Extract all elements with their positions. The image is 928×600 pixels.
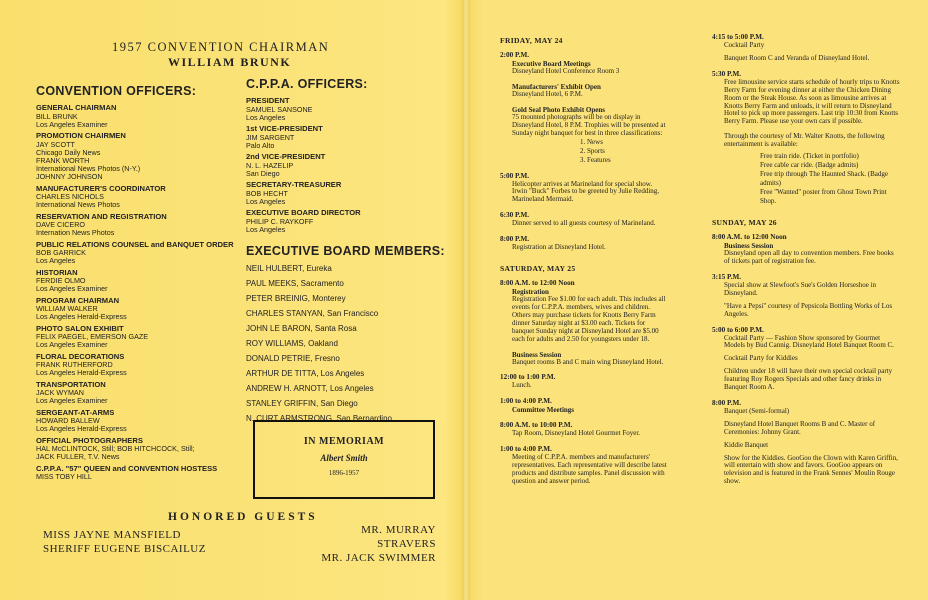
officer-holder: San Diego xyxy=(246,168,280,178)
officer-holder: Los Angeles Herald-Express xyxy=(36,368,127,378)
event-time: 1:00 to 4:00 P.M. xyxy=(500,445,552,454)
board-member: N. CURT ARMSTRONG, San Bernardino xyxy=(246,414,392,423)
officer-holder: International News Photos xyxy=(36,200,120,210)
day-spacer xyxy=(712,493,900,499)
officer-holder: DAVE CICERO xyxy=(36,220,85,230)
officer-position: MANUFACTURER'S COORDINATOR xyxy=(36,183,166,193)
event-description: Through the courtesy of Mr. Walter Knotts, the following entertainment is available: xyxy=(724,132,885,149)
officer-holder: FRANK WORTH xyxy=(36,156,90,165)
schedule-event xyxy=(500,351,668,367)
executive-board-title: EXECUTIVE BOARD MEMBERS: xyxy=(246,244,445,258)
event-description: Children under 18 will have their own special cocktail party featuring Roy Rogers Specials and other fancy drinks in Banquet Room A. xyxy=(724,367,893,392)
event-description: 75 mounted photographs will be on display in Disneyland Hotel, 8 P.M. Trophies will be presented at Sunday night banquet for best in three classifications: xyxy=(512,112,666,137)
officer-position: SECRETARY-TREASURER xyxy=(246,180,342,189)
event-list-item: Free cable car ride. (Badge admits) xyxy=(760,161,859,170)
event-name: Executive Board Meetings xyxy=(512,60,591,68)
event-time: 4:15 to 5:00 P.M. xyxy=(712,33,764,41)
event-description: Cocktail Party for Kiddies xyxy=(724,354,798,363)
event-description: Banquet (Semi-formal) xyxy=(724,406,790,415)
event-body xyxy=(712,133,900,206)
event-name: Business Session xyxy=(512,350,562,359)
event-list-item: Free "Wanted" poster from Ghost Town Print Shop. xyxy=(760,188,887,206)
event-body xyxy=(500,60,668,76)
officer-entry xyxy=(246,181,456,206)
officer-holder: BOB HECHT xyxy=(246,188,288,198)
convention-officers-section xyxy=(36,84,246,481)
officer-holder: Los Angeles Herald-Express xyxy=(36,312,127,322)
event-description: Dinner served to all guests courtesy of Marineland. xyxy=(512,219,656,228)
officer-holder: Los Angeles Herald-Express xyxy=(36,424,127,434)
schedule-day: SUNDAY, MAY 26 xyxy=(712,218,777,228)
schedule-column-1 xyxy=(500,37,668,499)
event-body xyxy=(500,406,668,414)
event-name: Business Session xyxy=(724,242,774,251)
officer-entry xyxy=(36,465,246,482)
event-time: 8:00 A.M. to 12:00 Noon xyxy=(712,233,787,242)
officer-entry xyxy=(246,125,456,150)
honored-guest: SHERIFF EUGENE BISCAILUZ xyxy=(43,543,206,555)
board-member: DONALD PETRIE, Fresno xyxy=(246,354,340,363)
officer-entry xyxy=(36,132,246,182)
officer-holder: Los Angeles Examiner xyxy=(36,340,108,350)
event-body xyxy=(500,83,668,99)
event-description: Helicopter arrives at Marineland for special show. Irwin "Buck" Forbes to be greeted by Julie Redding, Marineland Mermaid. xyxy=(512,179,660,204)
honored-guest: MR. MURRAY STRAVERS xyxy=(361,524,436,550)
schedule-event xyxy=(500,106,668,165)
officer-holder: Los Angeles xyxy=(246,112,286,122)
officer-holder: Los Angeles xyxy=(246,196,286,206)
event-body xyxy=(500,382,668,390)
officer-holder: FRANK RUTHERFORD xyxy=(36,360,113,370)
officer-position: HISTORIAN xyxy=(36,267,78,277)
event-time: 5:00 P.M. xyxy=(500,171,530,180)
officer-position: GENERAL CHAIRMAN xyxy=(36,103,117,112)
officer-entry xyxy=(36,213,246,238)
event-time: 2:00 P.M. xyxy=(500,51,530,59)
honored-guest: MR. JACK SWIMMER xyxy=(321,552,436,564)
officer-holder: CHARLES NICHOLS xyxy=(36,192,104,202)
officer-holder: FELIX PAEGEL, EMERSON GAZE xyxy=(36,332,149,342)
event-description: Show for the Kiddies. GooGoo the Clown with Karen Griffin, will entertain with show and favors. GooGoo appears on television and is featured in the Frank Sennes' Moulin Rouge show. xyxy=(724,453,898,486)
event-list-item: Free trip through The Haunted Shack. (Badge admits) xyxy=(760,170,888,188)
officer-entry xyxy=(36,185,246,210)
officer-entry xyxy=(246,209,456,234)
schedule-event xyxy=(712,273,900,319)
schedule-event xyxy=(500,211,668,228)
schedule-event xyxy=(712,133,900,206)
officer-position: PROMOTION CHAIRMEN xyxy=(36,131,126,140)
officer-entry xyxy=(36,381,246,406)
event-name: Gold Seal Photo Exhibit Opens xyxy=(512,105,605,114)
event-description: Cocktail Party xyxy=(724,41,765,49)
officer-position: PROGRAM CHAIRMAN xyxy=(36,295,120,305)
board-member: JOHN LE BARON, Santa Rosa xyxy=(246,324,357,333)
officer-holder: Internation News Photos xyxy=(36,228,115,238)
officer-position: TRANSPORTATION xyxy=(36,379,106,389)
event-body xyxy=(712,42,900,63)
officer-entry xyxy=(36,104,246,129)
event-body xyxy=(500,454,668,486)
officer-holder: Los Angeles Examiner xyxy=(36,119,108,129)
event-time: 1:00 to 4:00 P.M. xyxy=(500,397,552,406)
chairman-heading: 1957 CONVENTION CHAIRMAN xyxy=(112,40,330,54)
honored-guest: MISS JAYNE MANSFIELD xyxy=(43,529,181,541)
memoriam-dates: 1896-1957 xyxy=(328,469,360,477)
event-description: Registration at Disneyland Hotel. xyxy=(512,243,606,252)
event-body xyxy=(500,351,668,367)
event-list xyxy=(724,152,900,206)
officer-holder: Los Angeles Examiner xyxy=(36,284,108,294)
center-fold xyxy=(462,0,470,600)
schedule-event xyxy=(500,279,668,343)
officer-entry xyxy=(36,297,246,322)
event-time: 5:30 P.M. xyxy=(712,69,742,78)
officer-holder: International News Photos (N-Y.) xyxy=(36,164,141,174)
officer-holder: Los Angeles xyxy=(246,224,286,234)
cppa-officers-list xyxy=(246,97,456,234)
event-name: Committee Meetings xyxy=(512,406,575,415)
schedule-event xyxy=(500,397,668,414)
event-description: Registration Fee $1.00 for each adult. This includes all events for C.P.P.A. members, wives and children. Others may purchase tickets for Knotts Berry Farm dinner Saturday night at $3.00 each. Tickets for banquet Sunday night at Disneyland Hotel are $5.00 each for adults and 2.50 for youngsters under 18. xyxy=(512,295,666,343)
officer-holder: HOWARD BALLEW xyxy=(36,416,100,426)
event-list-item: 1. News xyxy=(580,137,603,146)
schedule-event xyxy=(500,83,668,99)
officer-holder: PHILIP C. RAYKOFF xyxy=(246,216,314,226)
event-body xyxy=(712,79,900,126)
event-description: Meeting of C.P.P.A. members and manufacturers' representatives. Each representative will describe latest products and distribute samples. Panel discussion with question and answer period. xyxy=(512,453,667,485)
schedule-event xyxy=(500,51,668,76)
event-body xyxy=(500,220,668,228)
schedule-event xyxy=(500,373,668,390)
officer-position: FLORAL DECORATIONS xyxy=(36,351,125,361)
officer-holder: JACK FULLER, T.V. News xyxy=(36,452,120,462)
officer-entry xyxy=(246,153,456,178)
officer-position: EXECUTIVE BOARD DIRECTOR xyxy=(246,208,361,217)
schedule-event xyxy=(712,233,900,266)
event-description: Free limousine service starts schedule of hourly trips to Knotts Berry Farm for evening dinner at either the Chicken Dining Room or the Steak House. As soon as limousine arrives at Knotts Berry Farm and unloads, it will return to Disneyland Hotel to pick up more passengers. Last trip 10:30 from Knotts Berry Farm. Please use your own cars if possible. xyxy=(724,77,900,126)
officer-position: PRESIDENT xyxy=(246,96,290,105)
day-spacer xyxy=(500,493,668,499)
officer-holder: JIM SARGENT xyxy=(246,132,295,142)
board-member: PETER BREINIG, Monterey xyxy=(246,294,346,303)
schedule-event xyxy=(712,399,900,486)
event-body xyxy=(500,106,668,165)
convention-officers-list xyxy=(36,104,246,481)
schedule-event xyxy=(500,172,668,205)
officer-entry xyxy=(36,241,246,266)
officer-holder: BOB GARRICK xyxy=(36,248,86,258)
event-time: 8:00 A.M. to 10:00 P.M. xyxy=(500,421,573,430)
schedule-day: FRIDAY, MAY 24 xyxy=(500,36,563,45)
officer-holder: JOHNNY JOHNSON xyxy=(36,172,103,182)
officer-holder: JAY SCOTT xyxy=(36,139,75,149)
board-member: STANLEY GRIFFIN, San Diego xyxy=(246,399,358,408)
memoriam-title: IN MEMORIAM xyxy=(303,436,385,447)
board-member: ANDREW H. ARNOTT, Los Angeles xyxy=(246,384,374,393)
event-name: Manufacturers' Exhibit Open xyxy=(512,82,601,91)
event-body xyxy=(500,181,668,205)
board-member: ARTHUR DE TITTA, Los Angeles xyxy=(246,369,365,378)
memoriam-name: Albert Smith xyxy=(320,453,368,463)
schedule-event xyxy=(712,70,900,126)
officer-holder: HAL McCLINTOCK, Still; BOB HITCHCOCK, Still; xyxy=(36,444,195,454)
officer-holder: Los Angeles xyxy=(36,256,76,266)
convention-officers-title: CONVENTION OFFICERS: xyxy=(36,84,197,98)
officer-holder: Palo Alto xyxy=(246,140,275,150)
cppa-officers-title: C.P.P.A. OFFICERS: xyxy=(246,77,368,91)
board-member: NEIL HULBERT, Eureka xyxy=(246,264,332,273)
event-description: Tap Room, Disneyland Hotel Gourmet Foyer. xyxy=(512,429,641,438)
officer-entry xyxy=(36,269,246,294)
officer-entry xyxy=(36,409,246,434)
event-list-item: 3. Features xyxy=(580,155,611,164)
event-body xyxy=(500,288,668,343)
officer-position: 2nd VICE-PRESIDENT xyxy=(246,152,326,161)
schedule-event xyxy=(500,445,668,486)
cppa-officers-section xyxy=(246,77,456,424)
officer-position: PHOTO SALON EXHIBIT xyxy=(36,323,124,333)
event-body xyxy=(712,408,900,486)
event-body xyxy=(712,335,900,392)
event-description: Disneyland Hotel, 6 P.M. xyxy=(512,89,583,98)
schedule-event xyxy=(500,421,668,438)
honored-guests-title: HONORED GUESTS xyxy=(168,511,318,523)
event-description: Disneyland Hotel Conference Room 3 xyxy=(512,67,620,75)
honored-guests-left xyxy=(43,528,206,556)
officer-position: SERGEANT-AT-ARMS xyxy=(36,407,115,417)
event-body xyxy=(500,430,668,438)
event-list-item: 2. Sports xyxy=(580,146,605,155)
officer-entry xyxy=(246,97,456,122)
officer-position: C.P.P.A. "57" QUEEN and CONVENTION HOSTESS xyxy=(36,463,218,473)
board-member: ROY WILLIAMS, Oakland xyxy=(246,339,338,348)
memoriam-box xyxy=(253,420,435,499)
event-description: Special show at Slewfoot's Sue's Golden Horseshoe in Disneyland. xyxy=(724,280,877,297)
officer-holder: N. L. HAZELIP xyxy=(246,160,294,170)
officer-position: OFFICIAL PHOTOGRAPHERS xyxy=(36,435,143,445)
officer-entry xyxy=(36,353,246,378)
event-description: Disneyland open all day to convention members. Free books of tickets part of registration fee. xyxy=(724,249,894,265)
officer-position: 1st VICE-PRESIDENT xyxy=(246,124,323,133)
officer-holder: JACK WYMAN xyxy=(36,388,84,398)
honored-guests-right xyxy=(300,523,436,565)
officer-entry xyxy=(36,437,246,462)
officer-entry xyxy=(36,325,246,350)
event-description: Lunch. xyxy=(512,381,532,390)
executive-board-list xyxy=(246,264,456,424)
officer-holder: Los Angeles Examiner xyxy=(36,396,108,406)
schedule-day: SATURDAY, MAY 25 xyxy=(500,264,576,274)
event-time: 3:15 P.M. xyxy=(712,272,742,281)
schedule-event xyxy=(500,235,668,252)
officer-holder: Chicago Daily News xyxy=(36,147,101,157)
event-time: 8:00 A.M. to 12:00 Noon xyxy=(500,279,575,288)
event-body xyxy=(712,282,900,319)
event-time: 12:00 to 1:00 P.M. xyxy=(500,373,556,382)
board-member: CHARLES STANYAN, San Francisco xyxy=(246,309,379,318)
event-body xyxy=(500,244,668,252)
event-list xyxy=(512,138,668,165)
officer-holder: WILLIAM WALKER xyxy=(36,304,98,314)
schedule-column-2 xyxy=(712,33,900,499)
officer-holder: SAMUEL SANSONE xyxy=(246,104,313,114)
chairman-name: WILLIAM BRUNK xyxy=(168,55,292,69)
event-time: 5:00 to 6:00 P.M. xyxy=(712,325,764,334)
officer-position: RESERVATION AND REGISTRATION xyxy=(36,211,167,221)
event-time: 6:30 P.M. xyxy=(500,211,530,220)
event-description: Cocktail Party — Fashion Show sponsored by Gourmet Models by Bud Cannig. Disneyland Hotel Banquet Room C. xyxy=(724,333,894,350)
officer-holder: MISS TOBY HILL xyxy=(36,472,92,482)
event-list-item: Free train ride. (Ticket in portfolio) xyxy=(760,152,859,161)
event-description: Disneyland Hotel Banquet Rooms B and C. Master of Ceremonies: Johnny Grant. xyxy=(724,419,876,436)
event-description: Kiddie Banquet xyxy=(724,440,769,449)
event-time: 8:00 P.M. xyxy=(500,235,530,244)
schedule-event xyxy=(712,33,900,63)
event-description: "Have a Pepsi" courtesy of Pepsicola Bottling Works of Los Angeles. xyxy=(724,301,893,318)
event-description: Banquet rooms B and C main wing Disneyland Hotel. xyxy=(512,357,664,366)
officer-position: PUBLIC RELATIONS COUNSEL and BANQUET ORDER xyxy=(36,239,234,249)
event-time: 8:00 P.M. xyxy=(712,398,742,407)
event-body xyxy=(712,242,900,266)
schedule-event xyxy=(712,326,900,392)
officer-holder: BILL BRUNK xyxy=(36,111,78,121)
event-name: Registration xyxy=(512,288,549,297)
officer-holder: FERDIE OLMO xyxy=(36,276,86,286)
board-member: PAUL MEEKS, Sacramento xyxy=(246,279,344,288)
event-description: Banquet Room C and Veranda of Disneyland Hotel. xyxy=(724,53,870,62)
